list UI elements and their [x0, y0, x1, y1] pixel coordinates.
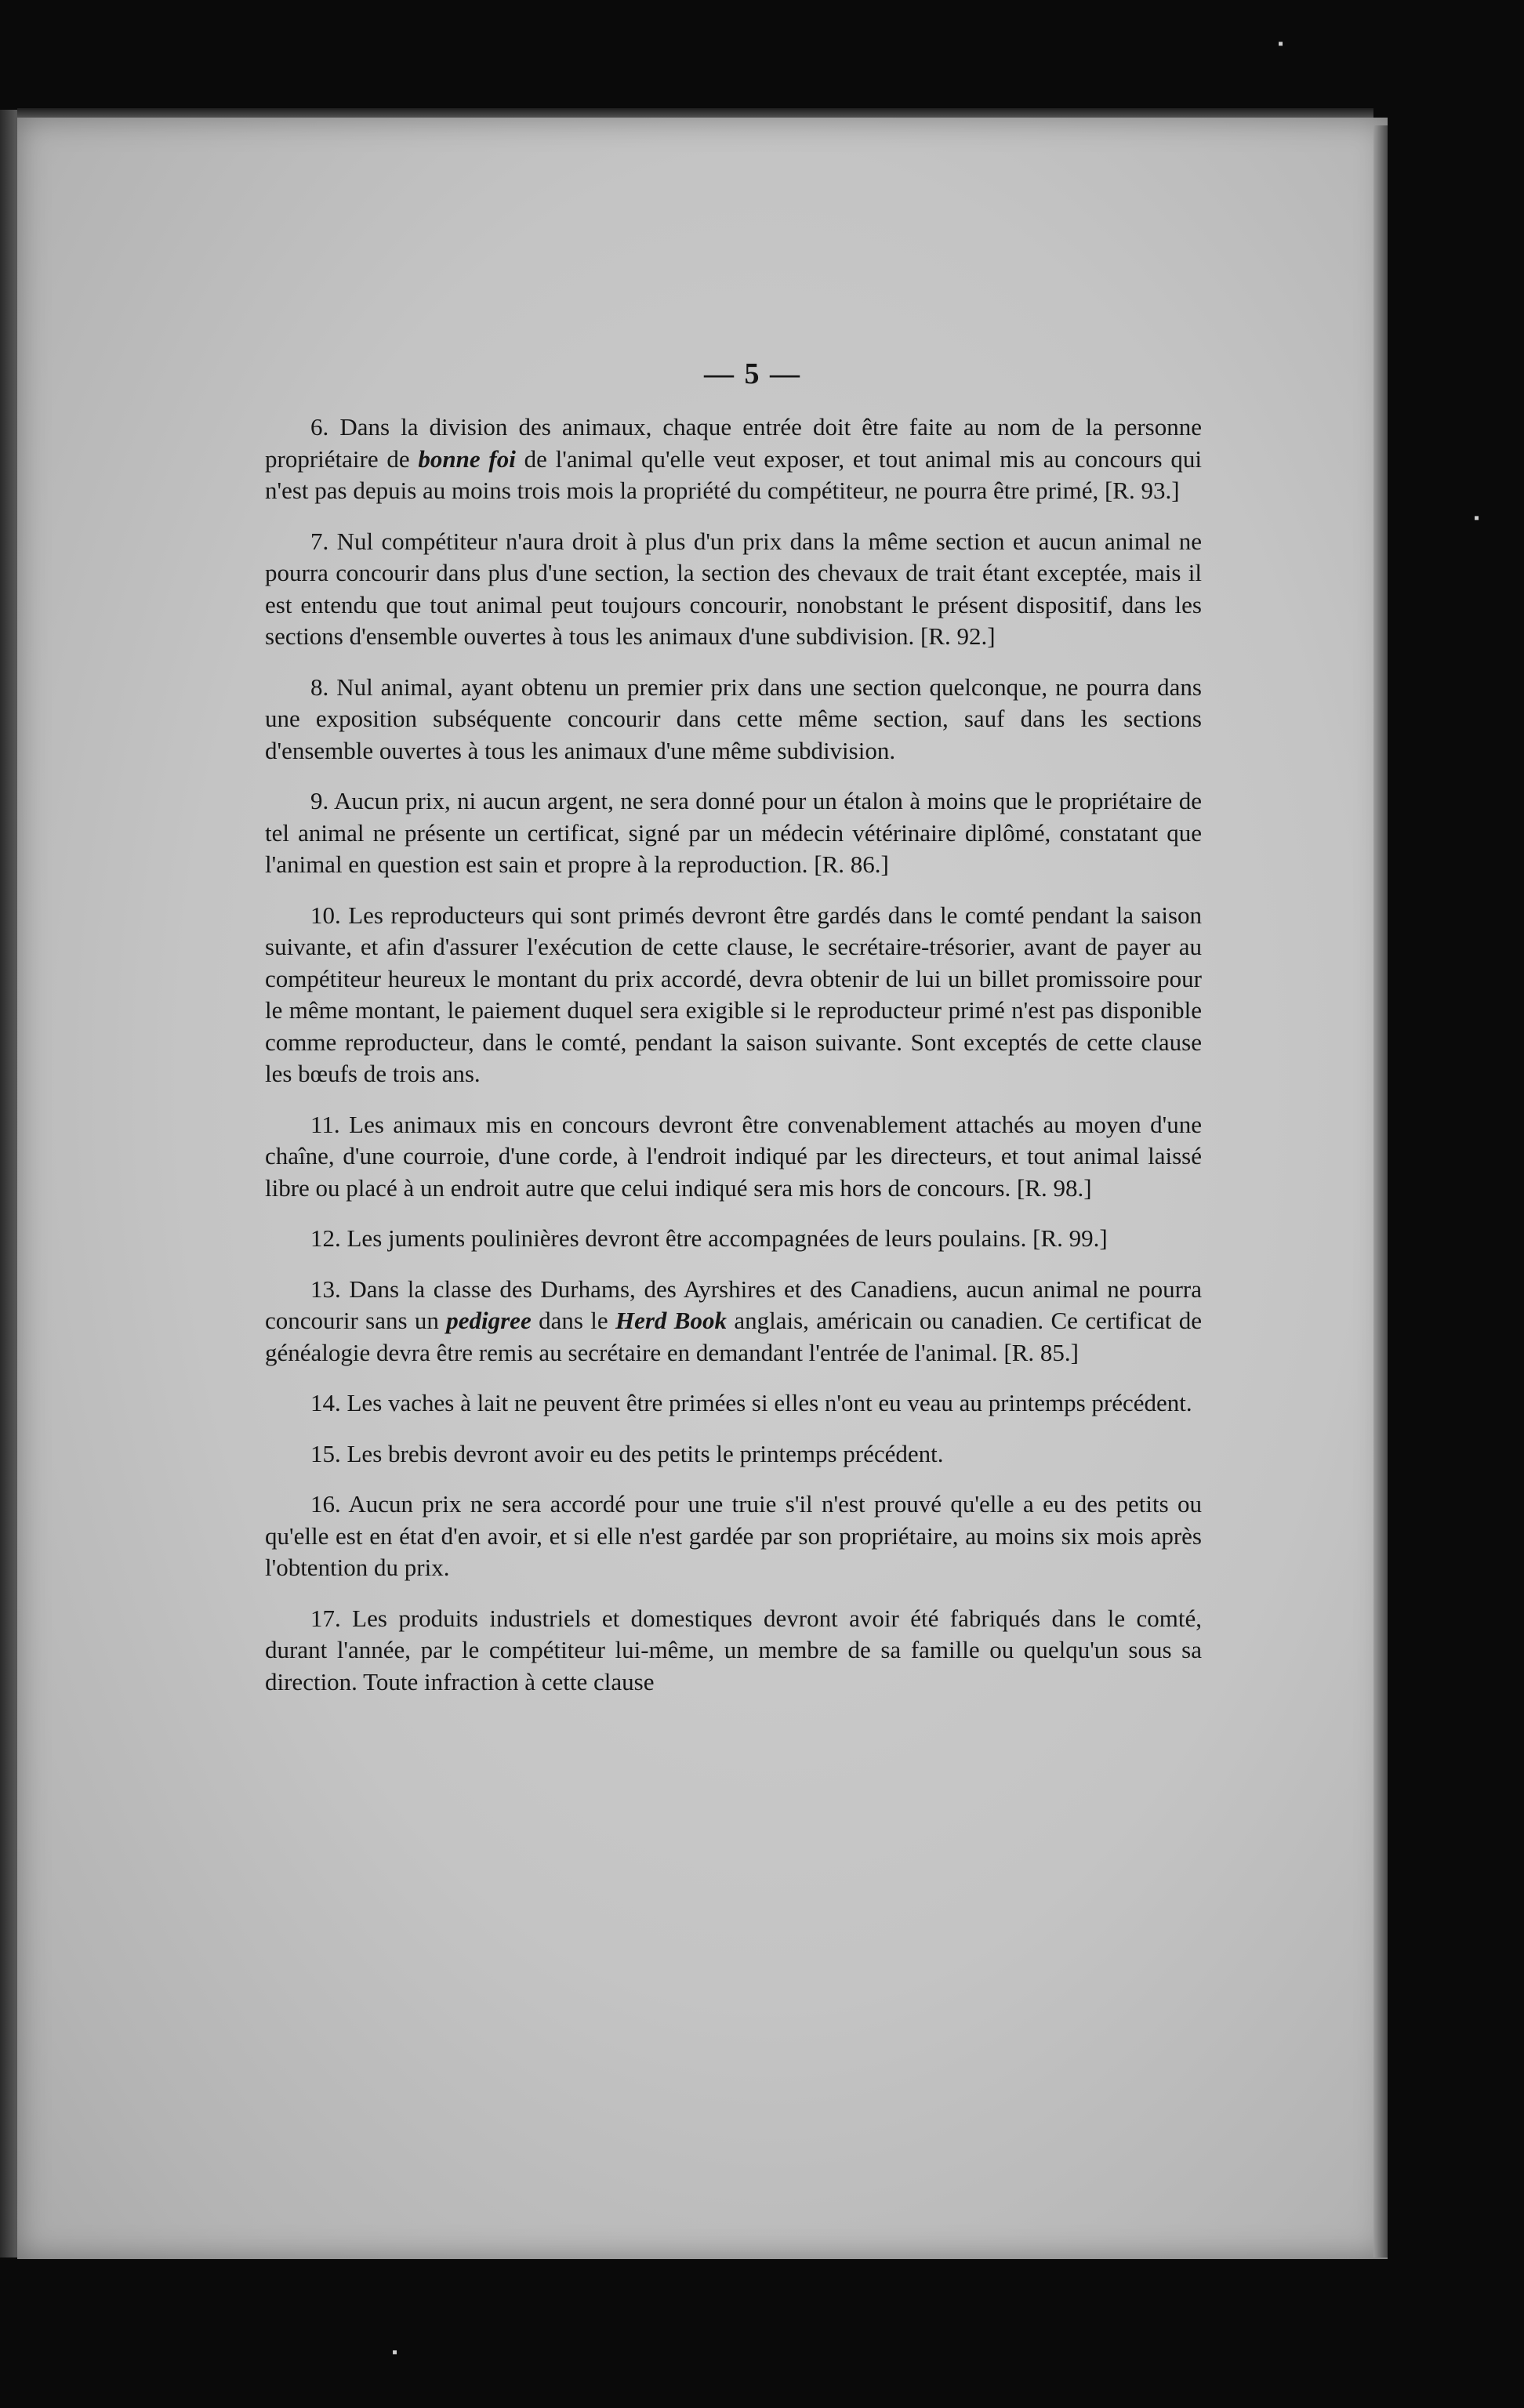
paragraph-text: Les brebis devront avoir eu des petits le printemps précédent. [347, 1439, 944, 1467]
paragraph-16 [265, 1489, 1202, 1584]
paragraph-number: 11. [310, 1110, 340, 1138]
paragraph-text: Nul animal, ayant obtenu un premier prix dans une section quelconque, ne pourra dans une exposition subséquente concourir dans cette même section, sauf dans les sections d'ensemble ouvertes à tous les animaux d'une même subdivision. [265, 673, 1202, 764]
paragraph-number: 14. [310, 1389, 341, 1416]
dust-speck: ▪ [1278, 35, 1284, 53]
paragraph-text: Les produits industriels et domestiques devront avoir été fabriqués dans le comté, durant l'année, par le compétiteur lui-même, un membre de sa famille ou quelqu'un sous sa direction. Toute infraction à cette clause [265, 1604, 1202, 1695]
paragraph-text: Dans la classe des Durhams, des Ayrshires et des Canadiens, aucun animal ne pourra concourir sans un [265, 1275, 1203, 1334]
paragraph-13 [265, 1274, 1202, 1369]
paragraph-text: Les vaches à lait ne peuvent être primées si elles n'ont eu veau au printemps précédent. [347, 1389, 1192, 1416]
paragraph-number: 15. [310, 1439, 341, 1467]
paragraph-9 [265, 785, 1202, 881]
dust-speck: ▪ [392, 2344, 398, 2361]
paragraph-text: Aucun prix, ni aucun argent, ne sera donné pour un étalon à moins que le propriétaire de tel animal ne présente un certificat, signé par un médecin vétérinaire diplômé, constatant que l'animal en question est sain et propre à la reproduction. [R. 86.] [265, 787, 1202, 878]
paragraph-number: 8. [310, 673, 329, 701]
page-right-edge [1373, 125, 1388, 2258]
paragraph-8 [265, 672, 1202, 767]
emphasis-text: Herd Book [615, 1307, 727, 1334]
paragraph-number: 10. [310, 901, 341, 929]
paragraph-text: de l'animal qu'elle veut exposer, et tout animal mis au concours qui n'est pas depuis au moins trois mois la propriété du compétiteur, ne pourra être primé, [R. 93.] [265, 444, 1202, 504]
page-body [265, 412, 1202, 1717]
paragraph-number: 6. [310, 413, 329, 441]
paragraph-text: Aucun prix ne sera accordé pour une truie s'il n'est prouvé qu'elle a eu des petits ou qu'elle est en état d'en avoir, et si elle n'est gardée par son propriétaire, au moins six mois après l'obtention du prix. [265, 1490, 1202, 1581]
emphasis-text: pedigree [446, 1307, 532, 1334]
paragraph-6 [265, 412, 1202, 507]
paragraph-text: anglais, américain ou canadien. Ce certificat de généalogie devra être remis au secrétaire en demandant l'entrée de l'animal. [R. 85.] [265, 1307, 1202, 1366]
paragraph-7 [265, 526, 1202, 653]
paragraph-text: Les animaux mis en concours devront être convenablement attachés au moyen d'une chaîne, d'une courroie, d'une corde, à l'endroit indiqué par les directeurs, et tout animal laissé libre ou placé à un endroit autre que celui indiqué sera mis hors de concours. [R. 98.] [265, 1110, 1203, 1202]
paragraph-number: 13. [310, 1275, 341, 1303]
paragraph-17 [265, 1603, 1202, 1699]
paragraph-number: 17. [310, 1604, 341, 1632]
paragraph-number: 7. [310, 527, 329, 555]
paragraph-text: dans le [531, 1307, 615, 1334]
paragraph-15 [265, 1438, 1202, 1471]
paragraph-text: Les reproducteurs qui sont primés devront être gardés dans le comté pendant la saison suivante, et afin d'assurer l'exécution de cette clause, le secrétaire-trésorier, avant de payer au compétiteur heureux le montant du prix accordé, devra obtenir de lui un billet promissoire pour le même montant, le paiement duquel sera exigible si le reproducteur primé n'est pas disponible comme reproducteur, dans le comté, pendant la saison suivante. Sont exceptés de cette clause les bœufs de trois ans. [265, 901, 1203, 1087]
paragraph-text: Nul compétiteur n'aura droit à plus d'un prix dans la même section et aucun animal ne pourra concourir dans plus d'une section, la section des chevaux de trait étant exceptée, mais il est entendu que tout animal peut toujours concourir, nonobstant le présent dispositif, dans les sections d'ensemble ouvertes à tous les animaux d'une subdivision. [R. 92.] [265, 527, 1202, 650]
page-number: — 5 — [704, 357, 801, 390]
emphasis-text: bonne foi [418, 444, 516, 473]
paragraph-text: Dans la division des animaux, chaque entrée doit être faite au nom de la personne propriétaire de [265, 413, 1203, 473]
paragraph-14 [265, 1387, 1202, 1420]
paragraph-number: 9. [310, 787, 329, 814]
dust-speck: ▪ [1474, 510, 1480, 527]
paragraph-number: 16. [310, 1490, 341, 1518]
paragraph-12 [265, 1223, 1202, 1255]
paragraph-11 [265, 1109, 1202, 1205]
paragraph-10 [265, 900, 1202, 1090]
paragraph-number: 12. [310, 1224, 341, 1252]
paragraph-text: Les juments poulinières devront être accompagnées de leurs poulains. [R. 99.] [347, 1224, 1108, 1252]
